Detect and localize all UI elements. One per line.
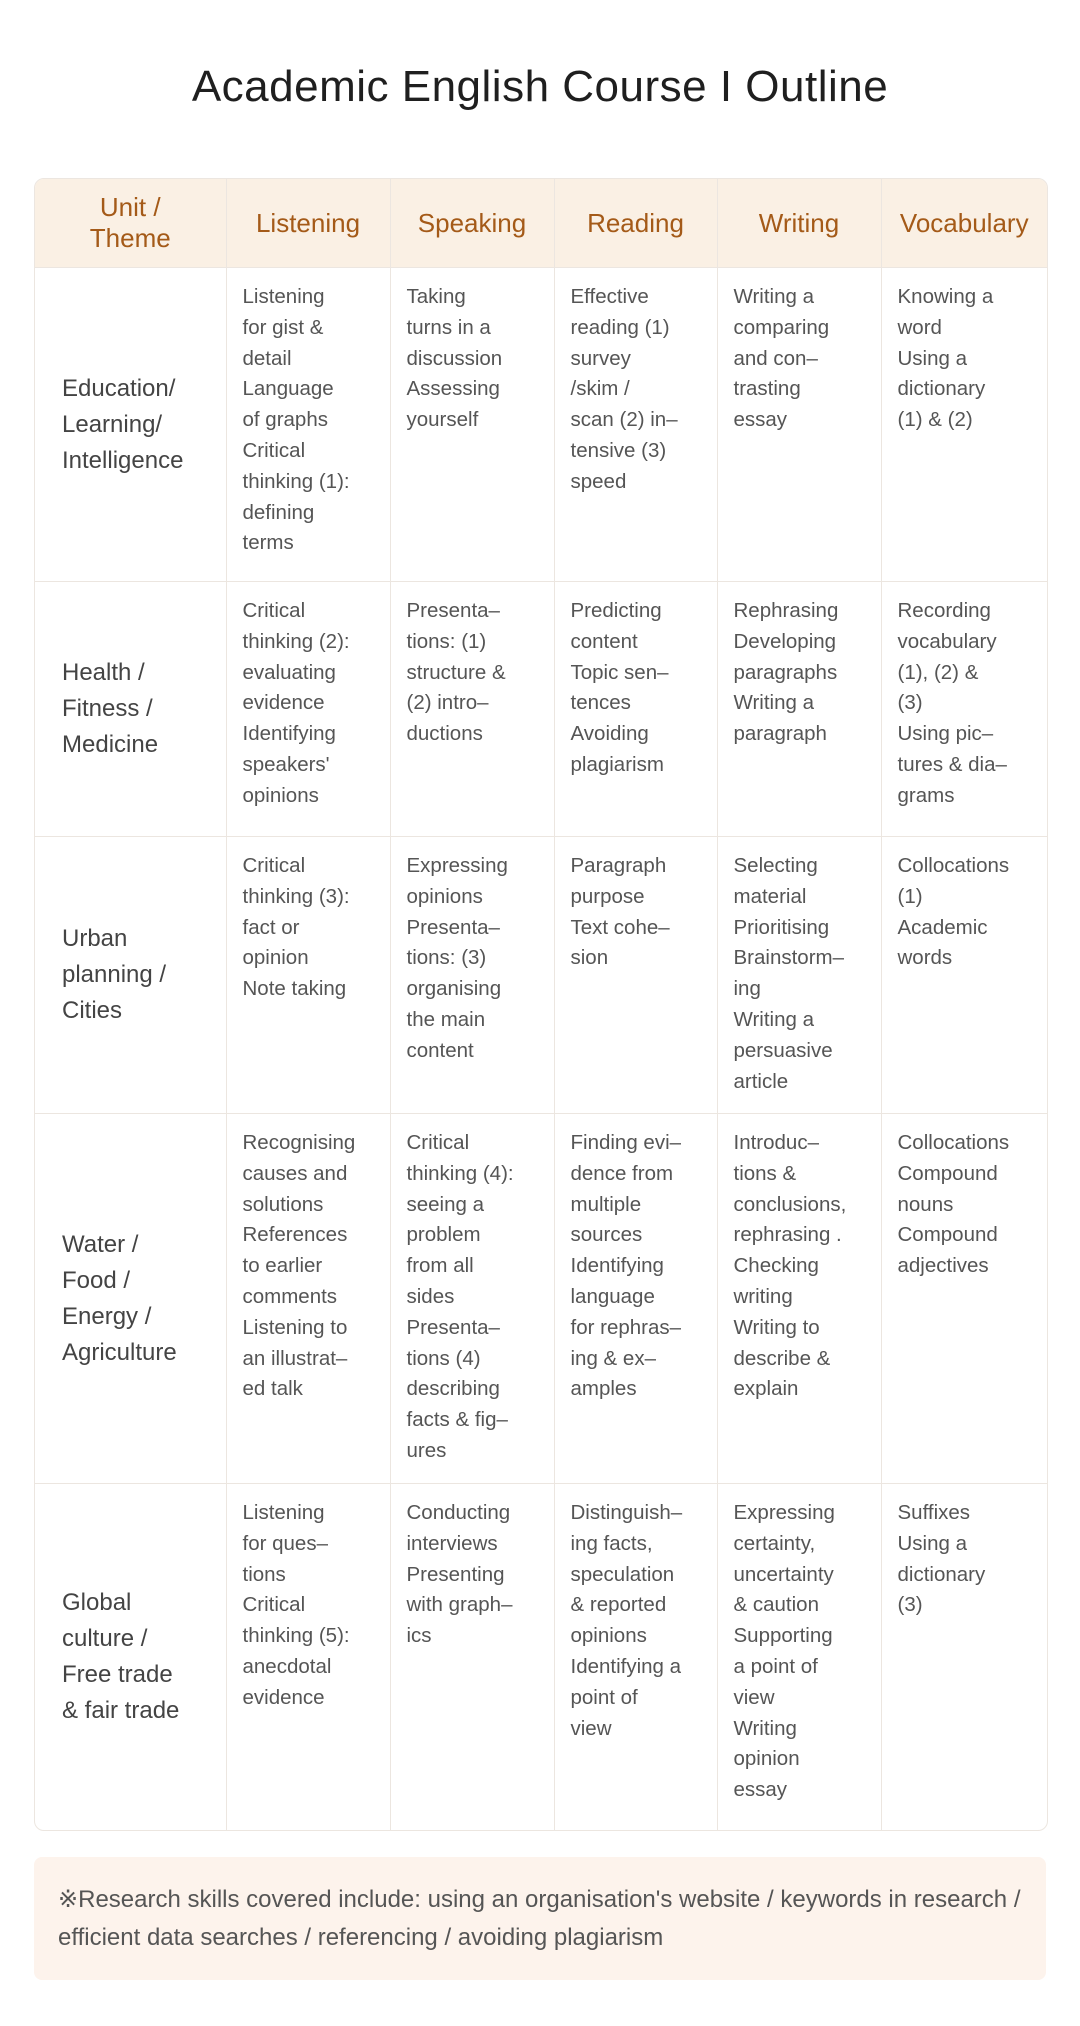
listening-cell: Listening for gist & detail Language of graphs Critical thinking (1): defining terms xyxy=(226,268,390,582)
writing-cell: Selecting material Prioritising Brainstorm– ing Writing a persuasive article xyxy=(717,837,881,1114)
vocabulary-cell: Recording vocabulary (1), (2) & (3) Using pic– tures & dia– grams xyxy=(881,582,1047,837)
reading-cell: Distinguish– ing facts, speculation & reported opinions Identifying a point of view xyxy=(554,1484,717,1830)
speaking-cell: Critical thinking (4): seeing a problem from all sides Presenta– tions (4) describing facts & fig– ures xyxy=(390,1114,554,1484)
reading-cell: Effective reading (1) survey /skim / scan (2) in– tensive (3) speed xyxy=(554,268,717,582)
table-row xyxy=(35,1114,1047,1484)
reading-cell: Paragraph purpose Text cohe– sion xyxy=(554,837,717,1114)
header-unit-theme: Unit / Theme xyxy=(35,179,226,268)
listening-cell: Critical thinking (2): evaluating evidence Identifying speakers' opinions xyxy=(226,582,390,837)
table-row xyxy=(35,1484,1047,1830)
speaking-cell: Expressing opinions Presenta– tions: (3) organising the main content xyxy=(390,837,554,1114)
vocabulary-cell: Suffixes Using a dictionary (3) xyxy=(881,1484,1047,1830)
header-vocabulary: Vocabulary xyxy=(881,179,1047,268)
writing-cell: Writing a comparing and con– trasting essay xyxy=(717,268,881,582)
reading-cell: Finding evi– dence from multiple sources Identifying language for rephras– ing & ex– amples xyxy=(554,1114,717,1484)
header-writing: Writing xyxy=(717,179,881,268)
unit-cell: Education/ Learning/ Intelligence xyxy=(35,268,226,582)
course-outline-table xyxy=(34,178,1048,1831)
header-speaking: Speaking xyxy=(390,179,554,268)
unit-cell: Health / Fitness / Medicine xyxy=(35,582,226,837)
table-row xyxy=(35,837,1047,1114)
writing-cell: Expressing certainty, uncertainty & caution Supporting a point of view Writing opinion essay xyxy=(717,1484,881,1830)
table-row xyxy=(35,268,1047,582)
unit-cell: Urban planning / Cities xyxy=(35,837,226,1114)
research-skills-note: ※Research skills covered include: using an organisation's website / keywords in research / efficient data searches / referencing / avoiding plagiarism xyxy=(34,1857,1046,1980)
header-reading: Reading xyxy=(554,179,717,268)
page-title: Academic English Course I Outline xyxy=(191,62,889,111)
reading-cell: Predicting content Topic sen– tences Avoiding plagiarism xyxy=(554,582,717,837)
speaking-cell: Conducting interviews Presenting with graph– ics xyxy=(390,1484,554,1830)
table-header-row xyxy=(35,179,1047,268)
writing-cell: Introduc– tions & conclusions, rephrasing . Checking writing Writing to describe & explain xyxy=(717,1114,881,1484)
speaking-cell: Taking turns in a discussion Assessing yourself xyxy=(390,268,554,582)
writing-cell: Rephrasing Developing paragraphs Writing a paragraph xyxy=(717,582,881,837)
listening-cell: Listening for ques– tions Critical thinking (5): anecdotal evidence xyxy=(226,1484,390,1830)
vocabulary-cell: Collocations Compound nouns Compound adjectives xyxy=(881,1114,1047,1484)
table-row xyxy=(35,582,1047,837)
vocabulary-cell: Knowing a word Using a dictionary (1) & (2) xyxy=(881,268,1047,582)
listening-cell: Recognising causes and solutions References to earlier comments Listening to an illustrat– ed talk xyxy=(226,1114,390,1484)
unit-cell: Water / Food / Energy / Agriculture xyxy=(35,1114,226,1484)
speaking-cell: Presenta– tions: (1) structure & (2) intro– ductions xyxy=(390,582,554,837)
unit-cell: Global culture / Free trade & fair trade xyxy=(35,1484,226,1830)
vocabulary-cell: Collocations (1) Academic words xyxy=(881,837,1047,1114)
header-listening: Listening xyxy=(226,179,390,268)
listening-cell: Critical thinking (3): fact or opinion Note taking xyxy=(226,837,390,1114)
